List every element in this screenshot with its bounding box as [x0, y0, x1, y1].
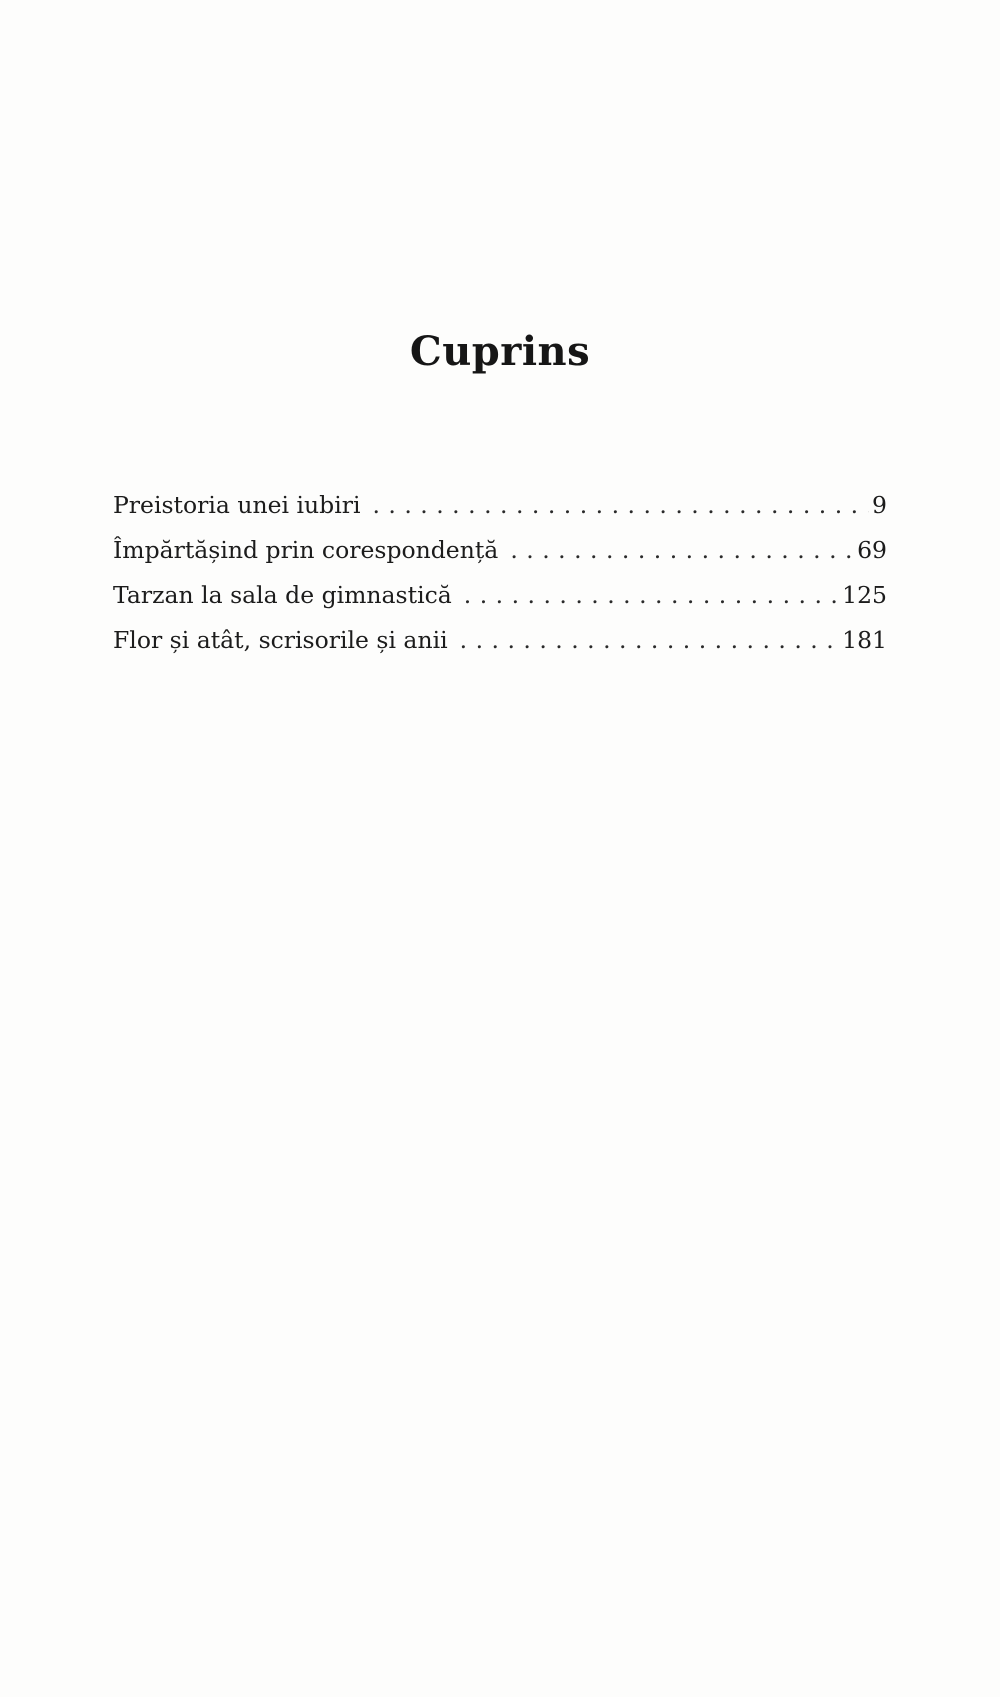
dot-leader — [510, 528, 854, 573]
toc-entry-page-number: 69 — [857, 536, 887, 564]
dot-leader — [464, 573, 839, 618]
toc-entry-title: Preistoria unei iubiri — [113, 491, 361, 519]
toc-entry-page-number: 125 — [842, 581, 887, 609]
toc-entry — [113, 483, 887, 528]
toc-entry-title: Tarzan la sala de gimnastică — [113, 581, 452, 609]
toc-entry-page-number: 9 — [872, 491, 887, 519]
dot-leader — [372, 483, 869, 528]
toc-heading: Cuprins — [409, 328, 591, 375]
toc-entry — [113, 573, 887, 618]
toc-entry-page-number: 181 — [842, 626, 887, 654]
toc-entry — [113, 618, 887, 663]
toc-entry-title: Flor și atât, scrisorile și anii — [113, 626, 448, 654]
table-of-contents — [113, 483, 887, 663]
dot-leader — [460, 618, 840, 663]
toc-entry-title: Împărtășind prin corespondență — [113, 536, 499, 564]
toc-entry — [113, 528, 887, 573]
